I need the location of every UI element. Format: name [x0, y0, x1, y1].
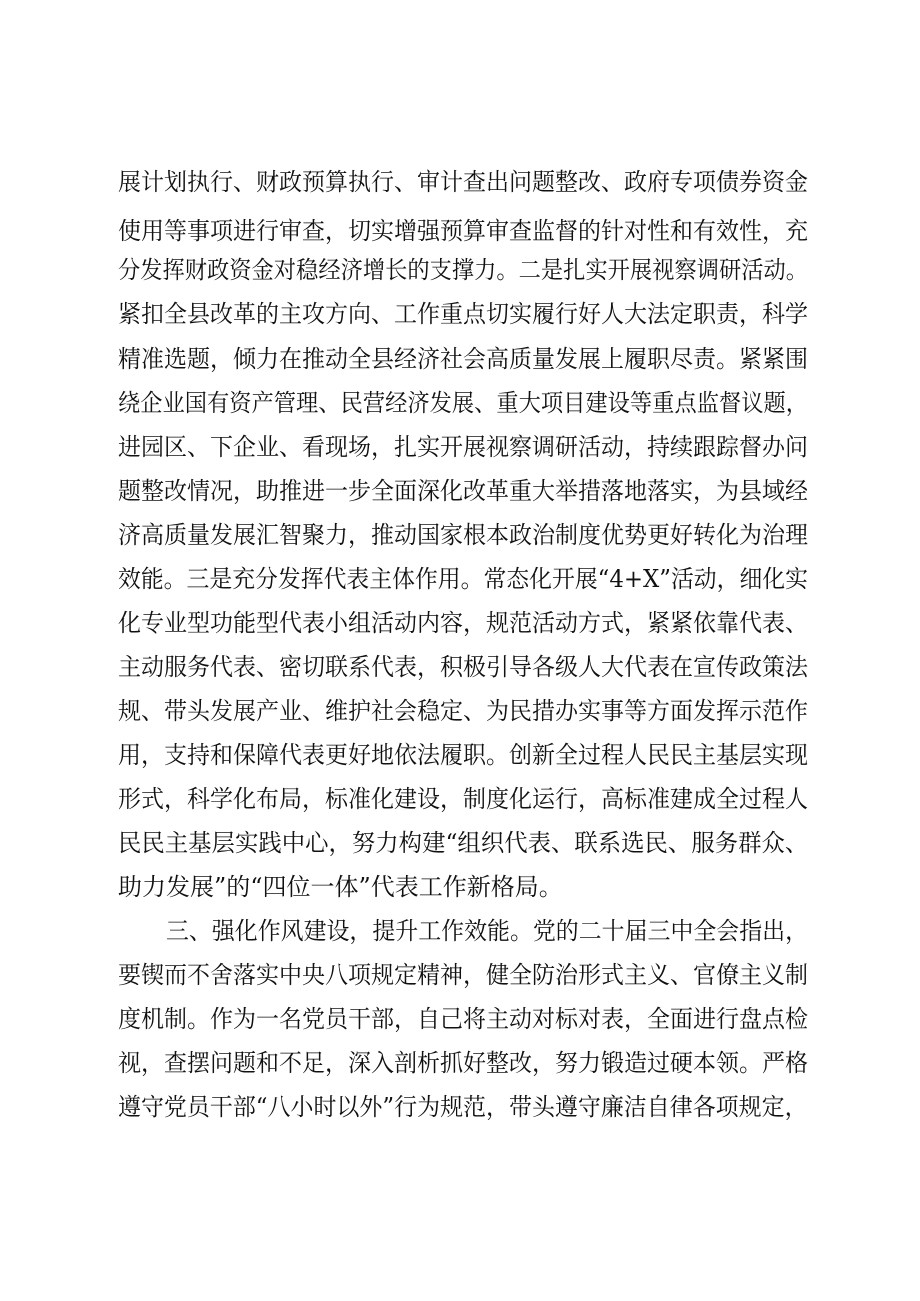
text-line: 效能。三是充分发挥代表主体作用。常态化开展“4+X”活动，细化实	[118, 565, 808, 593]
text-line: 主动服务代表、密切联系代表，积极引导各级人大代表在宣传政策法	[118, 653, 808, 681]
text-line: 度机制。作为一名党员干部，自己将主动对标对表，全面进行盘点检	[118, 1005, 808, 1033]
text-line: 题整改情况，助推进一步全面深化改革重大举措落地落实，为县域经	[118, 477, 808, 505]
text-line: 用，支持和保障代表更好地依法履职。创新全过程人民民主基层实现	[118, 741, 808, 769]
text-line: 使用等事项进行审查，切实增强预算审查监督的针对性和有效性，充	[118, 217, 808, 245]
text-line: 规、带头发展产业、维护社会稳定、为民措办实事等方面发挥示范作	[118, 697, 808, 725]
text-line: 形式，科学化布局，标准化建设，制度化运行，高标准建成全过程人	[118, 785, 808, 813]
text-line: 视，查摆问题和不足，深入剖析抓好整改，努力锻造过硬本领。严格	[118, 1049, 808, 1077]
text-line: 民民主基层实践中心，努力构建“组织代表、联系选民、服务群众、	[118, 829, 809, 857]
text-line: 济高质量发展汇智聚力，推动国家根本政治制度优势更好转化为治理	[118, 521, 808, 549]
text-line: 精准选题，倾力在推动全县经济社会高质量发展上履职尽责。紧紧围	[118, 345, 808, 373]
text-line: 展计划执行、财政预算执行、审计查出问题整改、政府专项债券资金	[118, 168, 808, 196]
text-line: 绕企业国有资产管理、民营经济发展、重大项目建设等重点监督议题，	[118, 389, 808, 417]
text-line: 要锲而不舍落实中央八项规定精神，健全防治形式主义、官僚主义制	[118, 961, 808, 989]
text-line: 分发挥财政资金对稳经济增长的支撑力。二是扎实开展视察调研活动。	[118, 256, 808, 284]
text-line: 三、强化作风建设，提升工作效能。党的二十届三中全会指出，	[166, 917, 809, 945]
text-line: 化专业型功能型代表小组活动内容，规范活动方式，紧紧依靠代表、	[118, 609, 808, 637]
text-line: 助力发展”的“四位一体”代表工作新格局。	[118, 873, 563, 901]
text-line: 进园区、下企业、看现场，扎实开展视察调研活动，持续跟踪督办问	[118, 433, 808, 461]
text-line: 遵守党员干部“八小时以外”行为规范，带头遵守廉洁自律各项规定，	[118, 1093, 808, 1121]
text-line: 紧扣全县改革的主攻方向、工作重点切实履行好人大法定职责，科学	[118, 300, 808, 328]
